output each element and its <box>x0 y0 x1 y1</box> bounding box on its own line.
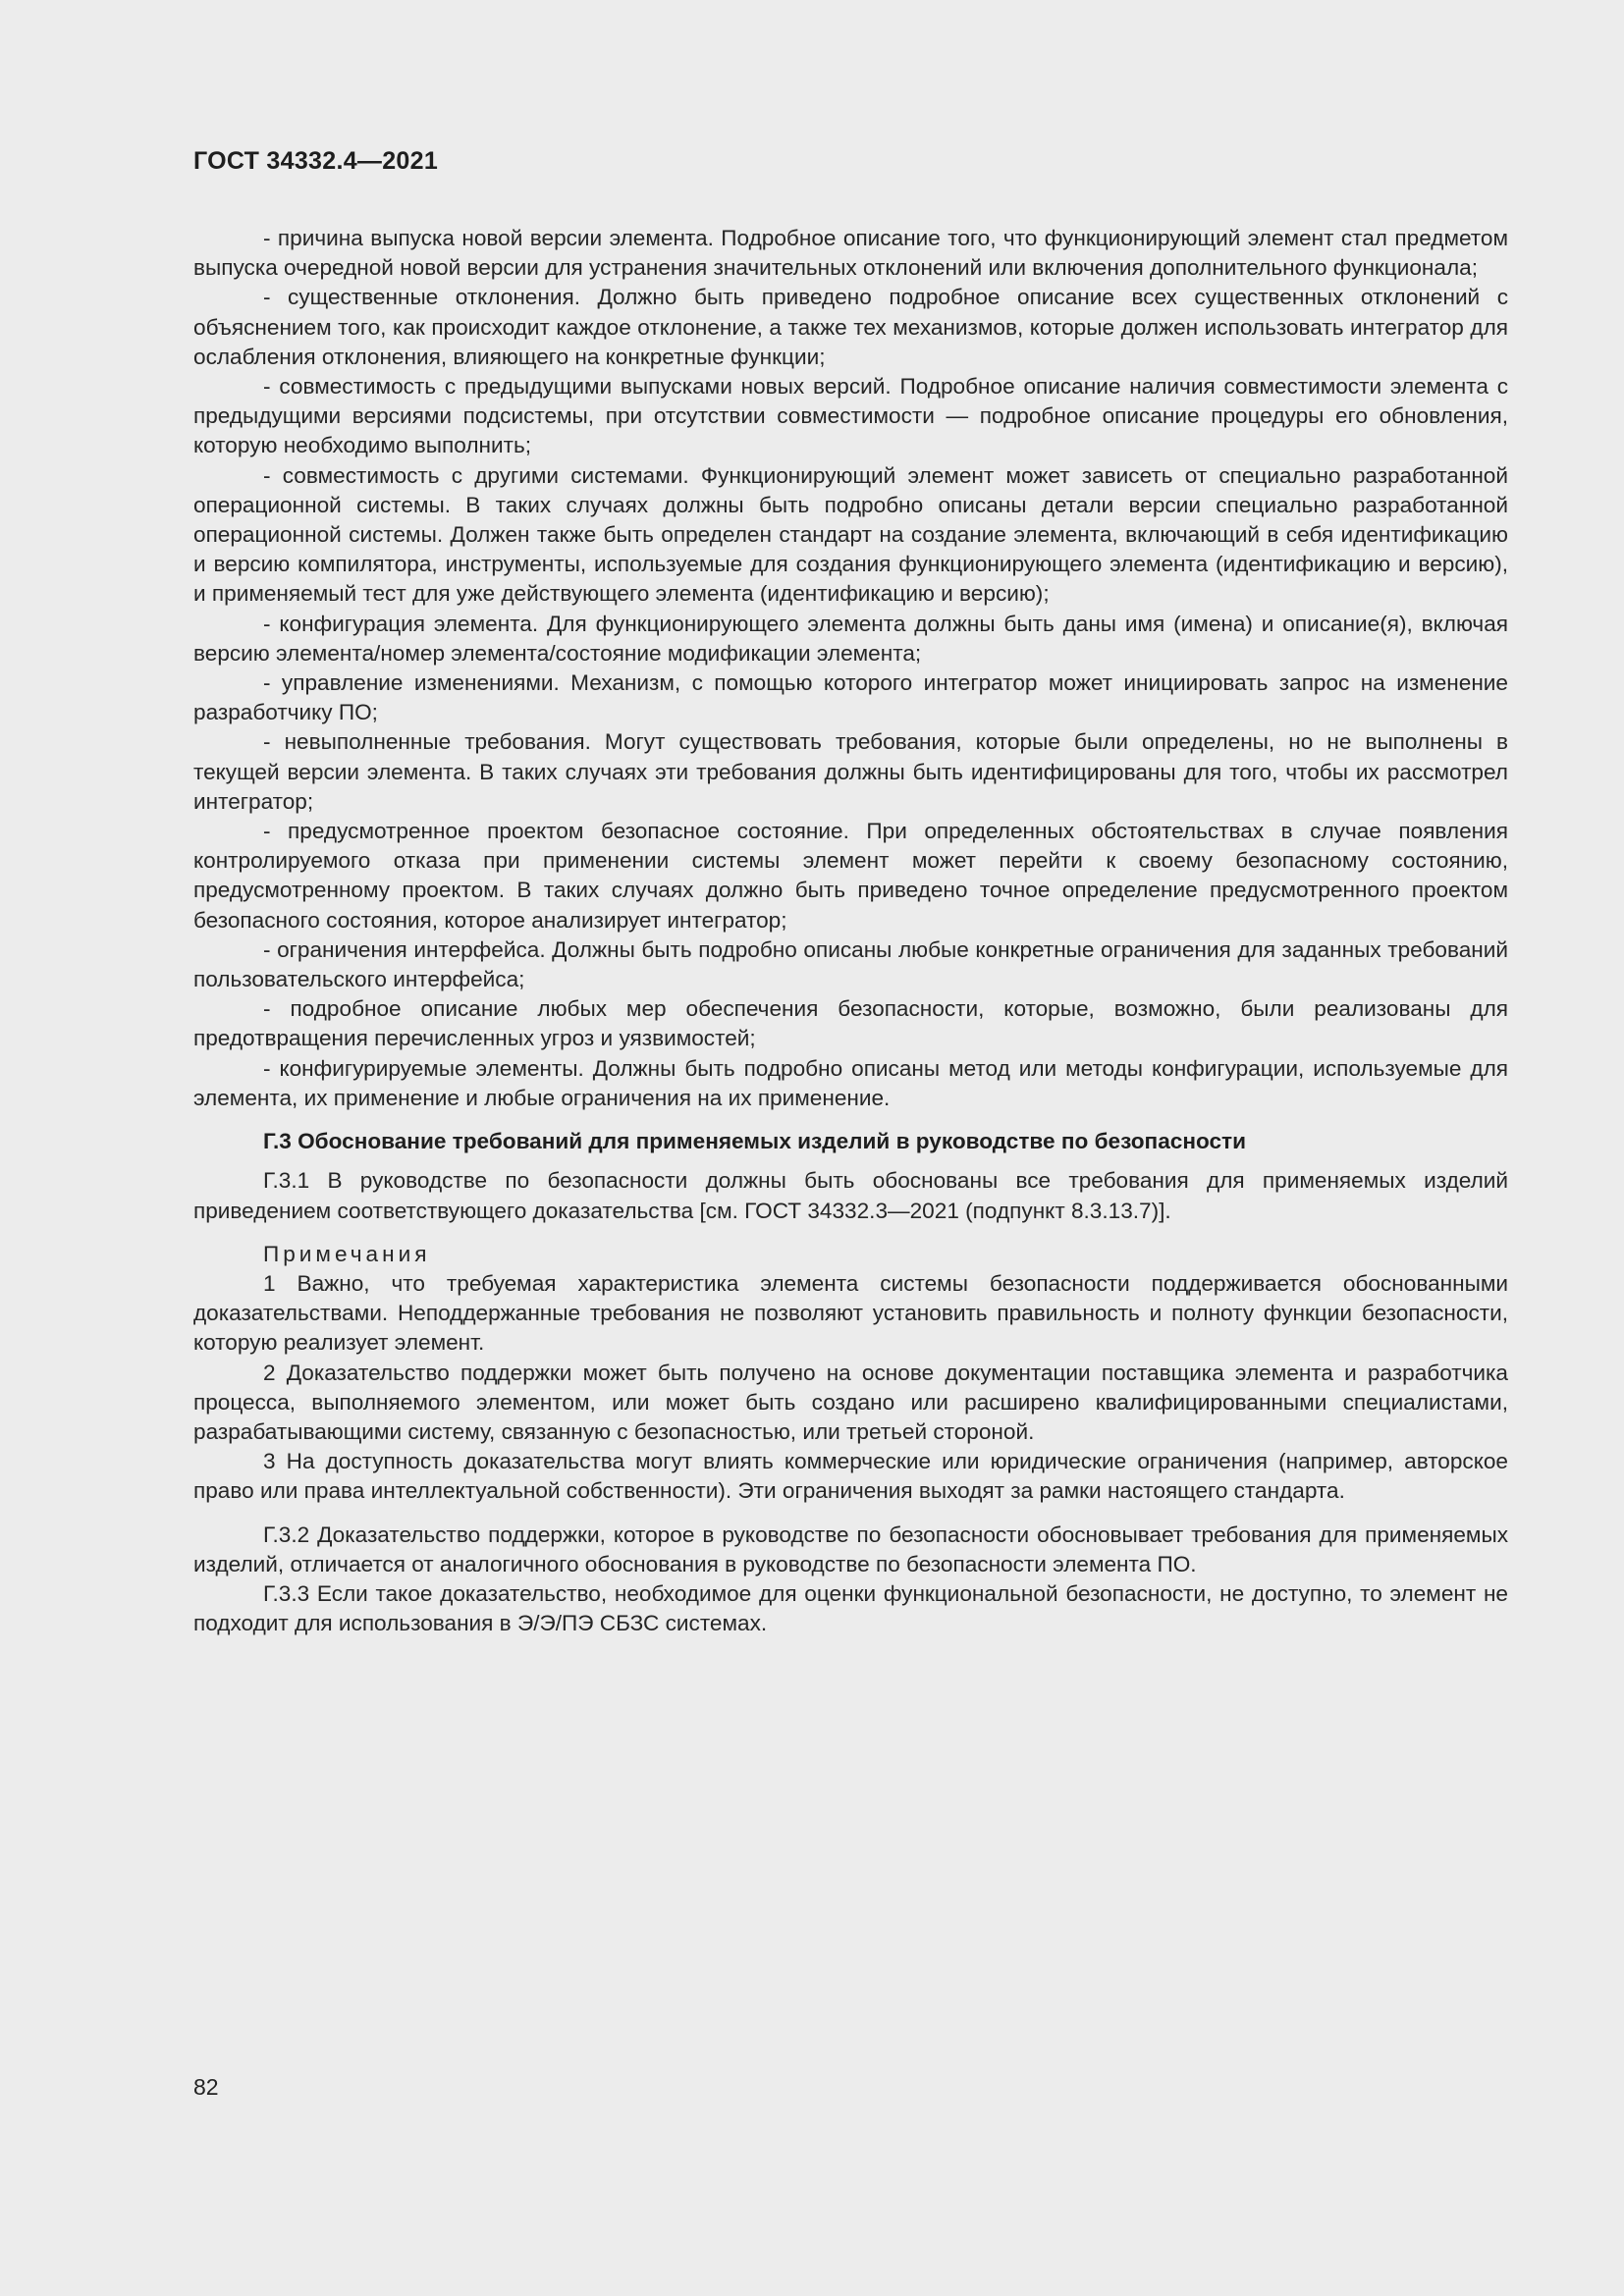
list-item: - ограничения интерфейса. Должны быть подробно описаны любые конкретные ограничения для заданных требований пользовательского интерфейса; <box>193 936 1508 992</box>
clause-g-3-1: Г.3.1 В руководстве по безопасности должны быть обоснованы все требования для применяемых изделий приведением соответствующего доказательства [см. ГОСТ 34332.3—2021 (подпункт 8.3.13.7)]. <box>193 1168 1508 1223</box>
list-item: - совместимость с предыдущими выпусками новых версий. Подробное описание наличия совместимости элемента с предыдущими версиями подсистемы, при отсутствии совместимости — подробное описание процедуры его обновления, которую необходимо выполнить; <box>193 374 1508 458</box>
page-number: 82 <box>193 2074 219 2100</box>
note-item: 3 На доступность доказательства могут влиять коммерческие или юридические ограничения (например, авторское право или права интеллектуальной собственности). Эти ограничения выходят за рамки настоящего стандарта. <box>193 1449 1508 1504</box>
note-item: 1 Важно, что требуемая характеристика элемента системы безопасности поддерживается обоснованными доказательствами. Неподдержанные требования не позволяют установить правильность и полноту функции безопасности, которую реализует элемент. <box>193 1270 1508 1356</box>
clause-g-3-2: Г.3.2 Доказательство поддержки, которое в руководстве по безопасности обосновывает требования для применяемых изделий, отличается от аналогичного обоснования в руководстве по безопасности элемента ПО. <box>193 1522 1508 1576</box>
list-item: - управление изменениями. Механизм, с помощью которого интегратор может инициировать запрос на изменение разработчику ПО; <box>193 670 1508 725</box>
list-item: - предусмотренное проектом безопасное состояние. При определенных обстоятельствах в случае появления контролируемого отказа при применении системы элемент может перейти к своему безопасному состоянию, предусмотренному проектом. В таких случаях должно быть приведено точное определение предусмотренного проектом безопасного состояния, которое анализирует интегратор; <box>193 819 1508 933</box>
list-item: - существенные отклонения. Должно быть приведено подробное описание всех существенных отклонений с объяснением того, как происходит каждое отклонение, а также тех механизмов, которые должен использовать интегратор для ослабления отклонения, влияющего на конкретные функции; <box>193 285 1508 369</box>
list-item: - причина выпуска новой версии элемента. Подробное описание того, что функционирующий элемент стал предметом выпуска очередной новой версии для устранения значительных отклонений или включения дополнительного функционала; <box>193 226 1508 281</box>
clause-g-3-3: Г.3.3 Если такое доказательство, необходимое для оценки функциональной безопасности, не доступно, то элемент не подходит для использования в Э/Э/ПЭ СБЗС системах. <box>193 1580 1508 1636</box>
list-item: - невыполненные требования. Могут существовать требования, которые были определены, но не выполнены в текущей версии элемента. В таких случаях эти требования должны быть идентифицированы для того, чтобы их рассмотрел интегратор; <box>193 729 1508 814</box>
section-heading: Г.3 Обоснование требований для применяемых изделий в руководстве по безопасности <box>263 1129 1247 1154</box>
list-item: - конфигурация элемента. Для функционирующего элемента должны быть даны имя (имена) и описание(я), включая версию элемента/номер элемента/состояние модификации элемента; <box>193 611 1508 666</box>
note-item: 2 Доказательство поддержки может быть получено на основе документации поставщика элемента и разработчика процесса, выполняемого элементом, или может быть создано или расширено квалифицированными специалистами, разрабатывающими систему, связанную с безопасностью, или третьей стороной. <box>193 1360 1508 1444</box>
list-item: - конфигурируемые элементы. Должны быть подробно описаны метод или методы конфигурации, используемые для элемента, их применение и любые ограничения на их применение. <box>193 1055 1508 1110</box>
document-header: ГОСТ 34332.4—2021 <box>193 147 439 175</box>
document-body <box>193 224 1508 1638</box>
list-item: - подробное описание любых мер обеспечения безопасности, которые, возможно, были реализованы для предотвращения перечисленных угроз и уязвимостей; <box>193 996 1508 1051</box>
notes-title: Примечания <box>263 1241 431 1266</box>
list-item: - совместимость с другими системами. Функционирующий элемент может зависеть от специально разработанной операционной системы. В таких случаях должны быть подробно описаны детали версии специально разработанной операционной системы. Должен также быть определен стандарт на создание элемента, включающий в себя идентификацию и версию компилятора, инструменты, используемые для создания функционирующего элемента (идентификацию и версию), и применяемый тест для уже действующего элемента (идентификацию и версию); <box>193 462 1508 607</box>
